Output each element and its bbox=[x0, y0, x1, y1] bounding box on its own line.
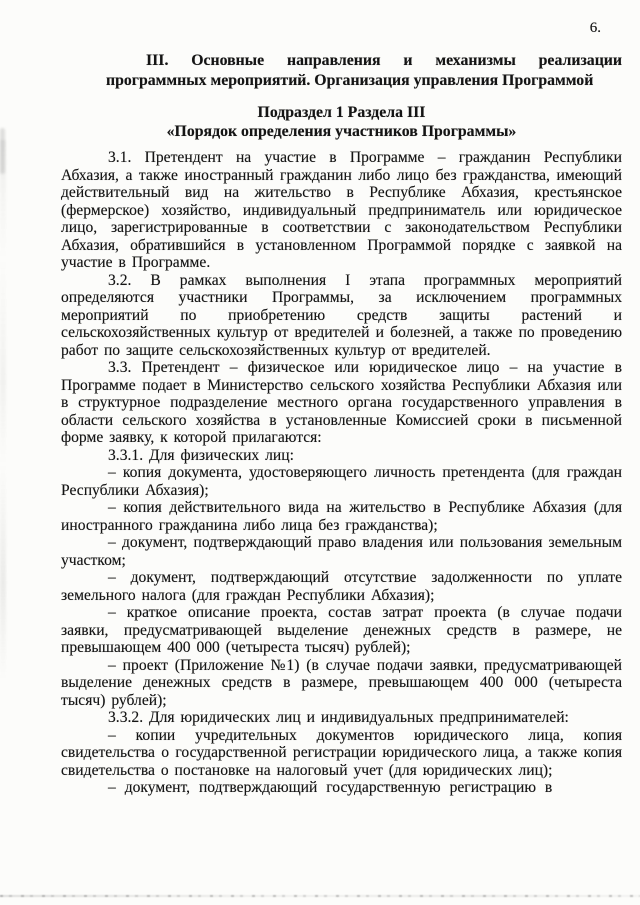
section-heading-line2: программных мероприятий. Организация управления Программой bbox=[106, 71, 594, 89]
subsection-heading bbox=[61, 103, 622, 141]
page-number: 6. bbox=[589, 20, 601, 36]
paragraph: 3.1. Претендент на участие в Программе – гражданин Республики Абхазия, а также иностранный гражданин либо лицо без гражданства, имеющий действительный вид на жительство в Республике Абхазия, крестьянское (фермерское) хозяйство, индивидуальный предприниматель или юридическое лицо, зарегистрированные в соответствии с законодательством Республики Абхазия, обратившийся в установленном Программой порядке с заявкой на участие в Программе. bbox=[61, 149, 622, 271]
subsection-heading-line1: Подраздел 1 Раздела III bbox=[257, 104, 426, 121]
paragraph: – копия действительного вида на жительство в Республике Абхазия (для иностранного гражданина либо лица без гражданства); bbox=[61, 499, 622, 534]
scan-artifact-left-edge bbox=[0, 140, 6, 680]
body-text bbox=[61, 149, 622, 797]
section-heading-line1: III. Основные направления и механизмы реализации bbox=[146, 52, 622, 69]
paragraph: 3.2. В рамках выполнения I этапа программных мероприятий определяются участники Программы, за исключением программных мероприятий по приобретению средств защиты растений и сельскохозяйственных культур от вредителей и болезней, а также по проведению работ по защите сельскохозяйственных культур от вредителей. bbox=[61, 271, 622, 359]
scan-artifact-smudge bbox=[0, 128, 5, 174]
paragraph: 3.3.2. Для юридических лиц и индивидуальных предпринимателей: bbox=[108, 709, 569, 726]
paragraph: – краткое описание проекта, состав затрат проекта (в случае подачи заявки, предусматривающей выделение денежных средств в размере, не превышающем 400 000 (четыреста тысяч) рублей); bbox=[61, 604, 622, 656]
paragraph: – копия документа, удостоверяющего личность претендента (для граждан Республики Абхазия); bbox=[61, 464, 622, 499]
subsection-heading-line2: «Порядок определения участников Программы» bbox=[166, 123, 517, 140]
paragraph: – копии учредительных документов юридического лица, копия свидетельства о государственной регистрации юридического лица, а также копия свидетельства о постановке на налоговый учет (для юридических лиц); bbox=[61, 726, 622, 779]
section-heading bbox=[106, 51, 622, 90]
paragraph: 3.3. Претендент – физическое или юридическое лицо – на участие в Программе подает в Министерство сельского хозяйства Республики Абхазия или в структурное подразделение местного органа государственного управления в области сельского хозяйства в установленные Комиссией сроки в письменной форме заявку, к которой прилагаются: bbox=[61, 359, 622, 446]
paragraph: – документ, подтверждающий отсутствие задолженности по уплате земельного налога (для граждан Республики Абхазия); bbox=[61, 569, 622, 604]
paragraph: – документ, подтверждающий право владения или пользования земельным участком; bbox=[61, 534, 622, 569]
paragraph: 3.3.1. Для физических лиц: bbox=[108, 446, 294, 464]
paragraph: – документ, подтверждающий государственную регистрацию в bbox=[108, 779, 553, 796]
scan-artifact-bottom-edge bbox=[0, 891, 640, 898]
paragraph: – проект (Приложение №1) (в случае подачи заявки, предусматривающей выделение денежных средств в размере, превышающем 400 000 (четыреста тысяч) рублей); bbox=[61, 656, 622, 709]
